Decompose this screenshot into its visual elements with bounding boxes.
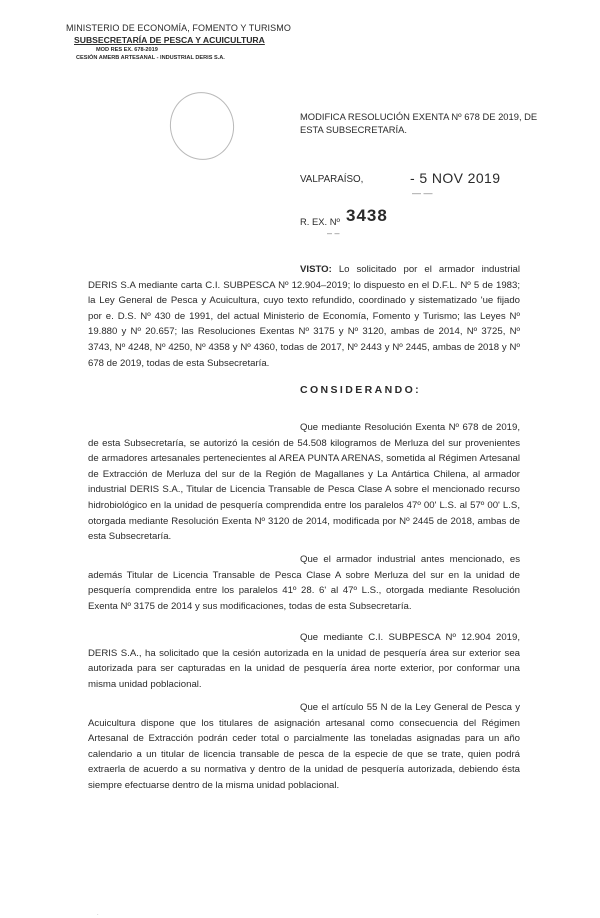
considerando-paragraph: Que el armador industrial antes mencionado, es además Titular de Licencia Transable de Pesca Clase A sobre Merluza del sur en la unidad de pesquería comprendida entre los paralelos 41º 28. 6' al 47º L.S., otorgada mediante Resolución Exenta Nº 3175 de 2014 y sus modificaciones, todas de esta Subsecretaría. xyxy=(88,554,520,612)
city-label: VALPARAÍSO, xyxy=(300,174,364,185)
reference-code: MOD RES EX. 678-2019 xyxy=(96,47,158,53)
date-underline-mark: — — xyxy=(412,188,433,198)
considerando-paragraph: Que mediante Resolución Exenta Nº 678 de 2019, de esta Subsecretaría, se autorizó la cesión de 54.508 kilogramos de Merluza del sur provenientes de armadores artesanales pertenecientes al AREA PUNTA ARENAS, sometida al Régimen Artesanal de Extracción de Merluza del sur de la Región de Magallanes y La Antártica Chilena, al armador industrial DERIS S.A., Titular de Licencia Transable de Pesca Clase A sobre el mencionado recurso hidrobiológico en la unidad de pesquería comprendida entre los paralelos 47º 00' L.S. al 57º 00' L.S, otorgada mediante Resolución Exenta Nº 3120 de 2014, modificada por Nº 2445 de 2018, ambas de esta Subsecretaría. xyxy=(88,422,520,543)
resolution-title: MODIFICA RESOLUCIÓN EXENTA Nº 678 DE 2019, DE ESTA SUBSECRETARÍA. xyxy=(300,111,538,135)
resolution-number: 3438 xyxy=(346,206,388,225)
ministry-name: MINISTERIO DE ECONOMÍA, FOMENTO Y TURISMO xyxy=(66,23,291,33)
subsecretary-name: SUBSECRETARÍA DE PESCA Y ACUICULTURA xyxy=(74,35,265,45)
visto-text: Lo solicitado por el armador industrial DERIS S.A mediante carta C.I. SUBPESCA Nº 12.904–2019; lo dispuesto en el D.F.L. Nº 5 de 1983; la Ley General de Pesca y Acuicultura, cuyo texto refundido, coordinado y sistematizado 'ue fijado por e. D.S. Nº 430 de 1991, del actual Ministerio de Economía, Fomento y Turismo; las Leyes Nº 19.880 y Nº 20.657; las Resoluciones Exentas Nº 3175 y Nº 3120, ambas de 2014, Nº 3725, Nº 3743, Nº 4248, Nº 4250, Nº 4358 y Nº 4360, todas de 2017, Nº 2443 y Nº 2445, ambas de 2018 y Nº 678 de 2019, todas de esta Subsecretaría. xyxy=(88,264,520,369)
official-seal-stamp xyxy=(164,86,241,166)
page-mark: · xyxy=(97,912,99,918)
resolution-number-mark: – – xyxy=(327,228,340,238)
considerando-paragraph: Que el artículo 55 N de la Ley General de Pesca y Acuicultura dispone que los titulares de asignación artesanal como consecuencia del Régimen Artesanal de Extracción podrán ceder total o parcialmente las toneladas asignadas para un año calendario a un titular de licencia transable de pesca de la especie de que se trate, quien podrá extraerla de acuerdo a su normativa y dentro de la unidad de pesquería autorizada, debiendo ésta siempre efectuarse dentro de la misma unidad poblacional. xyxy=(88,702,520,791)
reference-subject: CESIÓN AMERB ARTESANAL - INDUSTRIAL DERIS S.A. xyxy=(76,55,225,61)
letterhead xyxy=(66,22,326,62)
date-stamp: - 5 NOV 2019 xyxy=(410,170,501,186)
considerando-heading: CONSIDERANDO: xyxy=(300,384,422,396)
resolution-number-label: R. EX. Nº xyxy=(300,216,340,227)
considerando-paragraph: Que mediante C.I. SUBPESCA Nº 12.904 2019, DERIS S.A., ha solicitado que la cesión autorizada en la unidad de pesquería área sur exterior sea autorizada para ser capturadas en la unidad de pesquería área norte exterior, por conformar una misma unidad poblacional. xyxy=(88,632,520,690)
visto-paragraph xyxy=(88,262,520,371)
visto-label: VISTO: xyxy=(300,264,332,275)
